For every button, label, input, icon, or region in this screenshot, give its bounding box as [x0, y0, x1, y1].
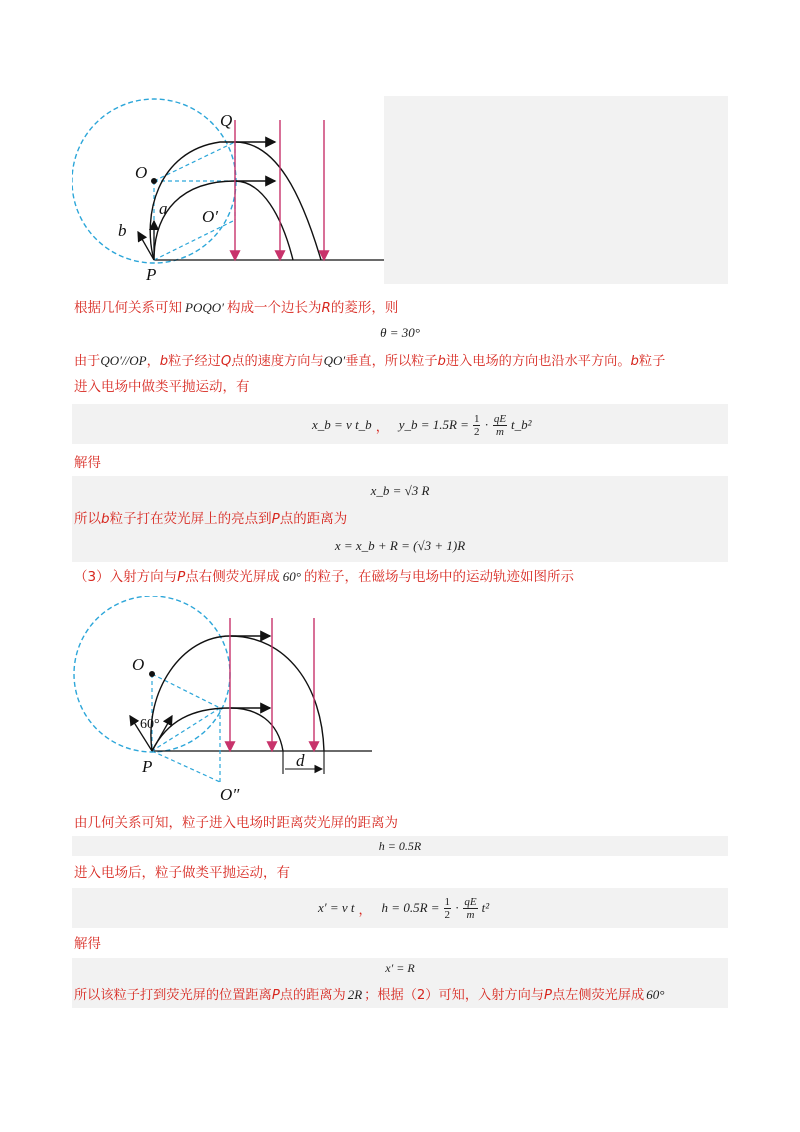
line-motion: 进入电场中做类平抛运动，有	[74, 379, 250, 395]
label-a: a	[159, 199, 168, 218]
line-height: 由几何关系可知，粒子进入电场时距离荧光屏的距离为	[74, 815, 398, 831]
figure-2-svg	[72, 596, 372, 802]
line-motion-2: 进入电场后，粒子做类平抛运动，有	[74, 865, 290, 881]
line-distance: 所以b粒子打在荧光屏上的亮点到P点的距离为	[74, 511, 348, 527]
eq-theta: θ = 30°	[380, 325, 420, 340]
label-60deg: 60°	[140, 717, 160, 732]
figure-1	[72, 96, 384, 284]
line-rhombus: 根据几何关系可知 POQO′ 构成一个边长为R的菱形，则	[74, 300, 399, 316]
eq-xb-result: x_b = √3 R	[370, 483, 430, 498]
label-d: d	[296, 751, 305, 770]
eq-x: x = x_b + R = (√3 + 1)R	[334, 538, 466, 553]
line-final: 所以该粒子打到荧光屏的位置距离P点的距离为 2R ；根据（2）可知，入射方向与P点左侧荧光屏成 60°	[74, 987, 665, 1003]
eq-xb-yb: x_b = v t_b ， y_b = 1.5R = $\frac{1}{2}$ · $\frac{qE}{m}$ t_b²	[312, 412, 532, 438]
label-O: O	[132, 655, 145, 674]
trajectory-a	[154, 181, 293, 260]
label-b: b	[118, 221, 127, 240]
label-Q: Q	[220, 111, 233, 130]
eq-x2-h2: x′ = v t ， h = 0.5R = $\frac{1}{2}$ · $\frac{qE}{m}$ t²	[318, 895, 490, 921]
label-P: P	[146, 265, 157, 284]
solve-1: 解得	[74, 455, 101, 471]
solve-2: 解得	[74, 936, 101, 952]
figure-1-svg	[72, 96, 384, 284]
line-part3: （3）入射方向与P点右侧荧光屏成 60° 的粒子，在磁场与电场中的运动轨迹如图所示	[74, 569, 574, 585]
label-O-prime: O′	[202, 207, 218, 226]
eq-h: h = 0.5R	[378, 839, 422, 853]
label-P: P	[142, 757, 153, 776]
line-parallel: 由于QO′//OP，b粒子经过Q点的速度方向与QO′垂直，所以粒子b进入电场的方向也沿水平方向。b粒子	[74, 353, 666, 369]
label-O: O	[135, 163, 148, 182]
label-O-double-prime: O″	[220, 785, 240, 802]
figure-2	[72, 596, 372, 802]
eq-xr: x′ = R	[385, 961, 415, 975]
